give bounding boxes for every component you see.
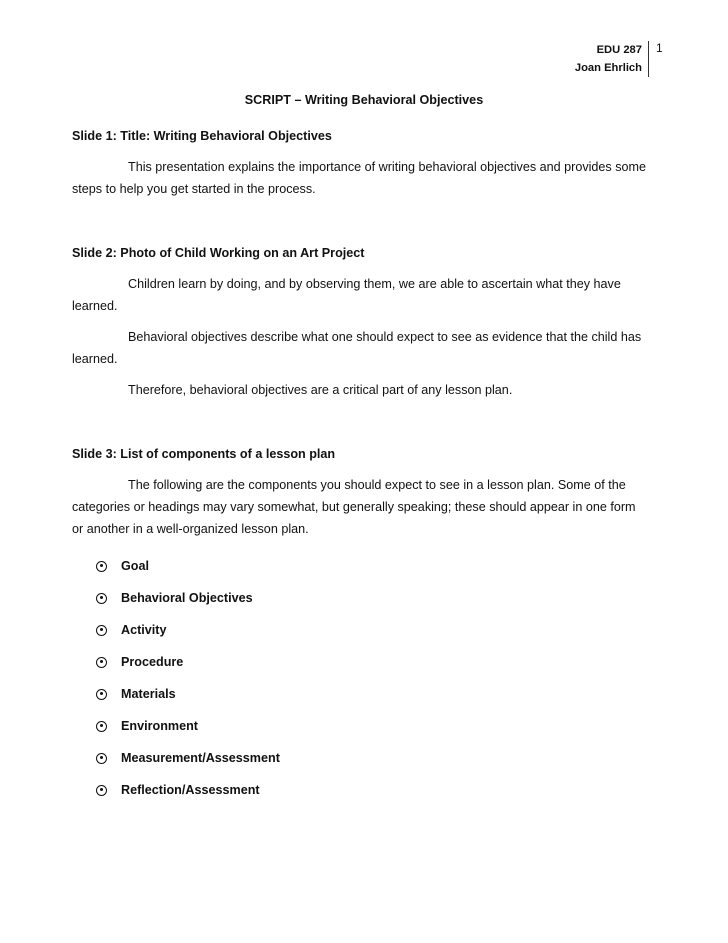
circle-bullet-icon xyxy=(96,689,107,700)
component-label: Measurement/Assessment xyxy=(121,751,280,765)
circle-bullet-icon xyxy=(96,753,107,764)
circle-bullet-icon xyxy=(96,561,107,572)
component-label: Materials xyxy=(121,687,176,701)
slide-heading: Slide 2: Photo of Child Working on an Art Project xyxy=(72,246,365,260)
list-item xyxy=(96,550,647,582)
list-item xyxy=(96,678,647,710)
page-header xyxy=(575,41,649,77)
component-label: Procedure xyxy=(121,655,184,669)
course-code: EDU 287 xyxy=(596,44,642,56)
circle-bullet-icon xyxy=(96,721,107,732)
paragraph: The following are the components you should expect to see in a lesson plan. Some of the categories or headings may vary somewhat, but generally speaking; these should appear in one form or another in a well-organized lesson plan. xyxy=(72,478,636,536)
list-item xyxy=(96,710,647,742)
slide-heading: Slide 1: Title: Writing Behavioral Objectives xyxy=(72,129,332,143)
lesson-plan-components-list xyxy=(72,550,647,806)
component-label: Environment xyxy=(121,719,198,733)
slide-section-3 xyxy=(72,443,647,806)
list-item xyxy=(96,646,647,678)
paragraph: Children learn by doing, and by observing them, we are able to ascertain what they have learned. xyxy=(72,277,621,313)
circle-bullet-icon xyxy=(96,625,107,636)
paragraph: This presentation explains the importance of writing behavioral objectives and provides some steps to help you get started in the process. xyxy=(72,160,647,196)
slide-section-2 xyxy=(72,242,647,401)
slide-heading: Slide 3: List of components of a lesson plan xyxy=(72,447,336,461)
page-number: 1 xyxy=(656,41,663,55)
component-label: Reflection/Assessment xyxy=(121,783,260,797)
component-label: Behavioral Objectives xyxy=(121,591,253,605)
component-label: Goal xyxy=(121,559,149,573)
circle-bullet-icon xyxy=(96,785,107,796)
list-item xyxy=(96,614,647,646)
slide-section-1 xyxy=(72,125,647,200)
circle-bullet-icon xyxy=(96,593,107,604)
paragraph: Therefore, behavioral objectives are a critical part of any lesson plan. xyxy=(128,383,513,397)
document-title: SCRIPT – Writing Behavioral Objectives xyxy=(244,93,484,107)
list-item xyxy=(96,774,647,806)
document-body xyxy=(72,125,647,806)
author-name: Joan Ehrlich xyxy=(574,62,642,74)
list-item xyxy=(96,742,647,774)
circle-bullet-icon xyxy=(96,657,107,668)
paragraph: Behavioral objectives describe what one should expect to see as evidence that the child has learned. xyxy=(72,330,642,366)
list-item xyxy=(96,582,647,614)
component-label: Activity xyxy=(121,623,167,637)
